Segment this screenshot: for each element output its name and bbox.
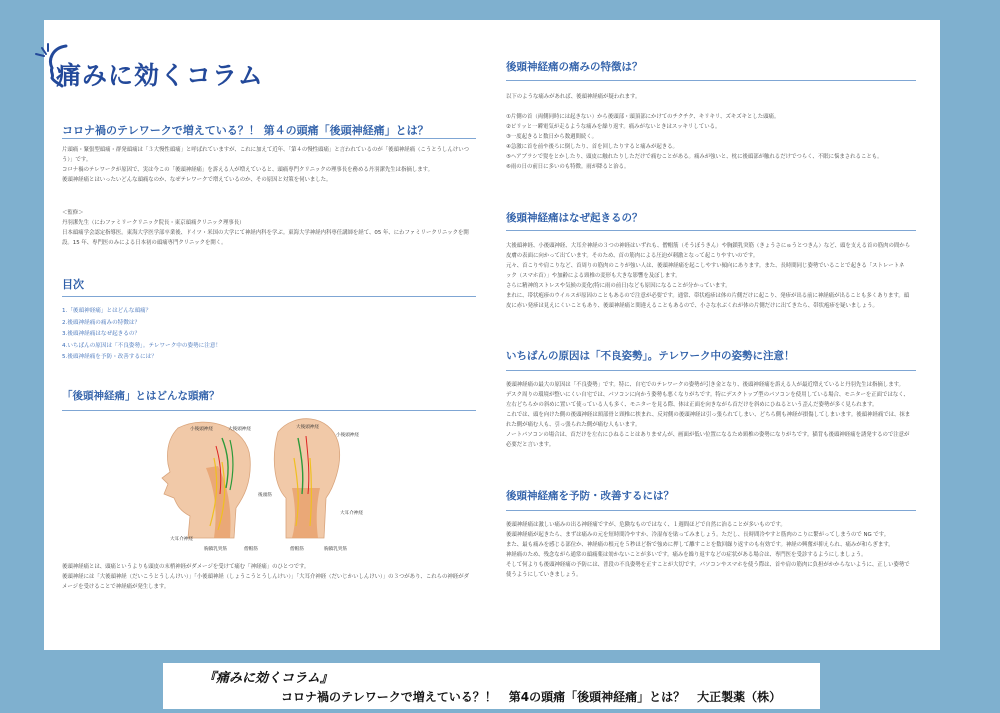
body-line: 使うようにしていきましょう。 [506,572,582,578]
body-line: ック（スマホ首）」や加齢による頸椎の変形も大きな影響を及ぼします。 [506,273,681,279]
body-line: 大後頭神経、小後頭神経、大耳介神経の３つの神経はいずれも、僧帽筋（そうぼうきん）や胸鎖乳突筋（きょうさにゅうとつきん）など、頭を支える首の筋肉の間から [506,243,911,249]
body-line: 皮に赤い発疹は見えにくいこともあり、後頭神経痛と間違えることもあるので、小さな水ぶくれが体の片側だけに出てきたら、帯状疱疹を疑いましょう。 [506,303,878,309]
body-line: これでは、頭を向けた側の後頭神経は頸部骨と頸椎に挟まれ、反対側の後頭神経は引っ張られてしまい、どちら側も神経が損傷してしまいます。後頭神経痛では、抹ま [506,412,911,418]
figure-label: 胸鎖乳突筋 [324,547,347,552]
body-line: 元々、首こりや肩こりなど、首周りの筋肉のこりが強い人は、後頭神経痛を起こしやすい傾向にあります。また、長時間同じ姿勢でいることで起きる「ストレートネ [506,263,905,269]
body-line: ⑥雨の日の前日に多いのも特徴。雨が降ると治る。 [506,164,630,170]
section3-text [506,241,916,311]
body-line: デスク周りの環境が整いにくい自宅では、パソコンに向かう姿勢も悪くなりがちです。特にデスクトップ型のパソコンを使用している場合、モニターを正面ではなく、 [506,392,909,398]
section1-text [62,562,476,592]
toc-link[interactable]: 4.いちばんの原因は「不良姿勢」。テレワーク中の姿勢に注意！ [62,342,222,349]
toc-link[interactable]: 5.後頭神経痛を予防・改善するには？ [62,354,157,360]
body-line: ④急激に首を前や後ろに倒したり、首を回したりすると痛みが起きる。 [506,144,678,150]
body-line: 後頭神経には「大後頭神経（だいこうとうしんけい）」「小後頭神経（しょうこうとうしんけい）」「大耳介神経（だいじかいしんけい）」の３つがあり、これらの神経がダ [62,574,469,580]
body-line: 皮膚の表面に向かって出ています。そのため、首の筋肉による圧迫が刺激となって起こりやすいのです。 [506,253,759,259]
figure-label: 後頭筋 [258,493,272,498]
table-of-contents [62,306,221,364]
figure-label: 僧帽筋 [290,547,304,552]
toc-link[interactable]: 2.後頭神経痛の痛みの特徴は？ [62,319,141,326]
section4-text [506,380,916,450]
body-line: 神経痛のため、残念ながら通常の頭痛薬は効かないことが多いです。痛みを繰り返すなどの症状がある場合は、専門医を受診するようにしましょう。 [506,552,867,558]
figure-label: 小後頭神経 [336,433,359,438]
body-line: さらに精神的ストレスや気候の変化(特に雨の前日)なども原因になることが分かっています。 [506,283,731,289]
divider [506,370,916,371]
figure-label: 大後頭神経 [228,427,251,432]
caption-title: コロナ禍のテレワークで増えている？！ 第4の頭痛「後頭神経痛」とは？ 大正製薬（株） [281,690,782,704]
body-line: また、最も痛みを感じる部位か、神経痛の根元を５秒ほど指で強めに押して離すことを数回繰り返すのも有効です。神経の興奮が抑えられ、痛みが和らぎます。 [506,542,894,548]
body-line: まれに、帯状疱疹のウイルスが原因のこともあるので注意が必要です。通常、帯状疱疹は体の片側だけに起こり、発疹が出る前に神経痛が出ることも多くあります。頭 [506,293,910,299]
figure-label: 胸鎖乳突筋 [204,547,227,552]
divider [506,230,916,231]
section1-heading: 「後頭神経痛」とはどんな頭痛？ [62,390,220,402]
body-line: 後頭神経痛は激しい痛みの出る神経痛ですが、危険なものではなく、１週間ほどで自然に治ることが多いものです。 [506,522,786,528]
toc-link[interactable]: 3.後頭神経痛はなぜ起きるの？ [62,331,141,337]
figure-label: 大耳介神経 [340,511,363,516]
body-line: そして何よりも後頭神経痛の予防には、普段の不良姿勢を正すことが大切です。パソコンやスマホを使う際は、首や肩の筋肉に負担がかからないように、正しい姿勢で [506,562,910,568]
toc-heading: 目次 [62,278,84,291]
figure-label: 大後頭神経 [296,425,319,430]
neck-nerve-illustration [118,398,348,548]
intro-line: 後頭神経痛とはいったいどんな頭痛なのか、なぜテレワークで増えているのか、その原因と対策を伺いました。 [62,177,332,183]
section2-text [506,92,916,172]
body-line: 必要だと言います。 [506,442,555,448]
divider [62,138,476,139]
intro-line: う）」です。 [62,157,92,163]
caption-card [163,663,820,709]
body-line: 左右どちらかの斜めに置いて使っている人も多く、モニターを見る際、体は正面を向きながら首だけを斜めにひねるという歪んだ姿勢が多く見られます。 [506,402,878,408]
divider [506,510,916,511]
body-line: 後頭神経痛が起きたら、まずは痛みの元を短時間冷やすか、冷湿布を貼ってみましょう。ただし、長時間冷やすと筋肉のこりに繋がってしまうので NG です。 [506,532,890,538]
body-line: れた側が痛む人も、引っ張られた側が痛む人もいます。 [506,422,641,428]
body-line: ノートパソコンの場合は、首だけを左右にひねることはありませんが、画面が低い位置になるため頸椎の姿勢になりがちです。猫背も後頭神経痛を誘発するので注意が [506,432,910,438]
body-line: 後頭神経痛の最大の原因は「不良姿勢」です。特に、自宅でのテレワークの姿勢が引き金となり、後頭神経痛を訴える人が最近増えていると丹羽先生は指摘します。 [506,382,904,388]
body-line: ③一度起きると数日から数週間続く。 [506,134,597,140]
supervisor-line: ＜監修＞ [62,210,84,216]
body-line: 後頭神経痛とは、頭痛というよりも頭皮の末梢神経がダメージを受けて痛む「神経痛」のひとつです。 [62,564,310,570]
supervisor-line: 設。15 年、専門医のみによる日本初の頭痛専門クリニックを開く。 [62,240,227,246]
figure-label: 大耳介神経 [170,537,193,542]
body-line: メージを受けることで神経痛が発生します。 [62,584,170,590]
body-line: ⑤ヘアブラシで髪をとかしたり、頭皮に触れたりしただけで痛むことがある。痛みが強いと、枕に後頭部が触れるだけでつらく、不眠に悩まされることも。 [506,154,883,160]
intro-line: 片頭痛・緊張型頭痛・群発頭痛は「３大慢性頭痛」と呼ばれていますが、これに加えて近年、「第４の慢性頭痛」と言われているのが「後頭神経痛（こうとうしんけいつ [62,147,469,153]
section3-heading: 後頭神経痛はなぜ起きるの？ [506,212,643,224]
figure-label: 小後頭神経 [190,427,213,432]
body-line: 以下のような痛みがあれば、後頭神経痛が疑われます。 [506,94,641,100]
divider [62,296,476,297]
body-line [506,102,916,112]
caption-series: 『痛みに効くコラム』 [203,671,333,686]
figure-label: 僧帽筋 [244,547,258,552]
divider [506,80,916,81]
section5-heading: 後頭神経痛を予防・改善するには？ [506,490,674,502]
toc-link[interactable]: 1.「後頭神経痛」とはどんな頭痛？ [62,308,152,314]
body-line: ①片側の首（両側同時には起きない）から後頭部・頭頂部にかけてのチクチク、キリキリ、ズキズキとした頭痛。 [506,114,780,120]
supervisor-line: 丹羽潔先生（にわファミリークリニック院長・東京頭痛クリニック理事長） [62,220,245,226]
article-title: コロナ禍のテレワークで増えている？！ 第４の頭痛「後頭神経痛」とは？ [62,124,429,137]
section4-heading: いちばんの原因は「不良姿勢」。テレワーク中の姿勢に注意！ [506,350,795,362]
supervisor-block [62,208,476,248]
supervisor-line: 日本頭痛学会認定指導医。東海大学医学部卒業後、ドイツ・米国の大学にて神経内科を学ぶ。東海大学神経内科専任講師を経て、05 年、にわファミリークリニックを開 [62,230,469,236]
logo-title: 痛みに効くコラム [56,61,264,90]
section5-text [506,520,916,580]
body-line: ②ビリッと一瞬電気が走るような痛みを繰り返す。痛みがないときはスッキリしている。 [506,124,721,130]
section2-heading: 後頭神経痛の痛みの特徴は？ [506,61,643,73]
intro-line: コロナ禍のテレワークが原因で、実は今この「後頭神経痛」を訴える人が増えていると、頭痛専門クリニックの理事長を務める丹羽潔先生は指摘します。 [62,167,433,173]
intro-text [62,145,476,185]
